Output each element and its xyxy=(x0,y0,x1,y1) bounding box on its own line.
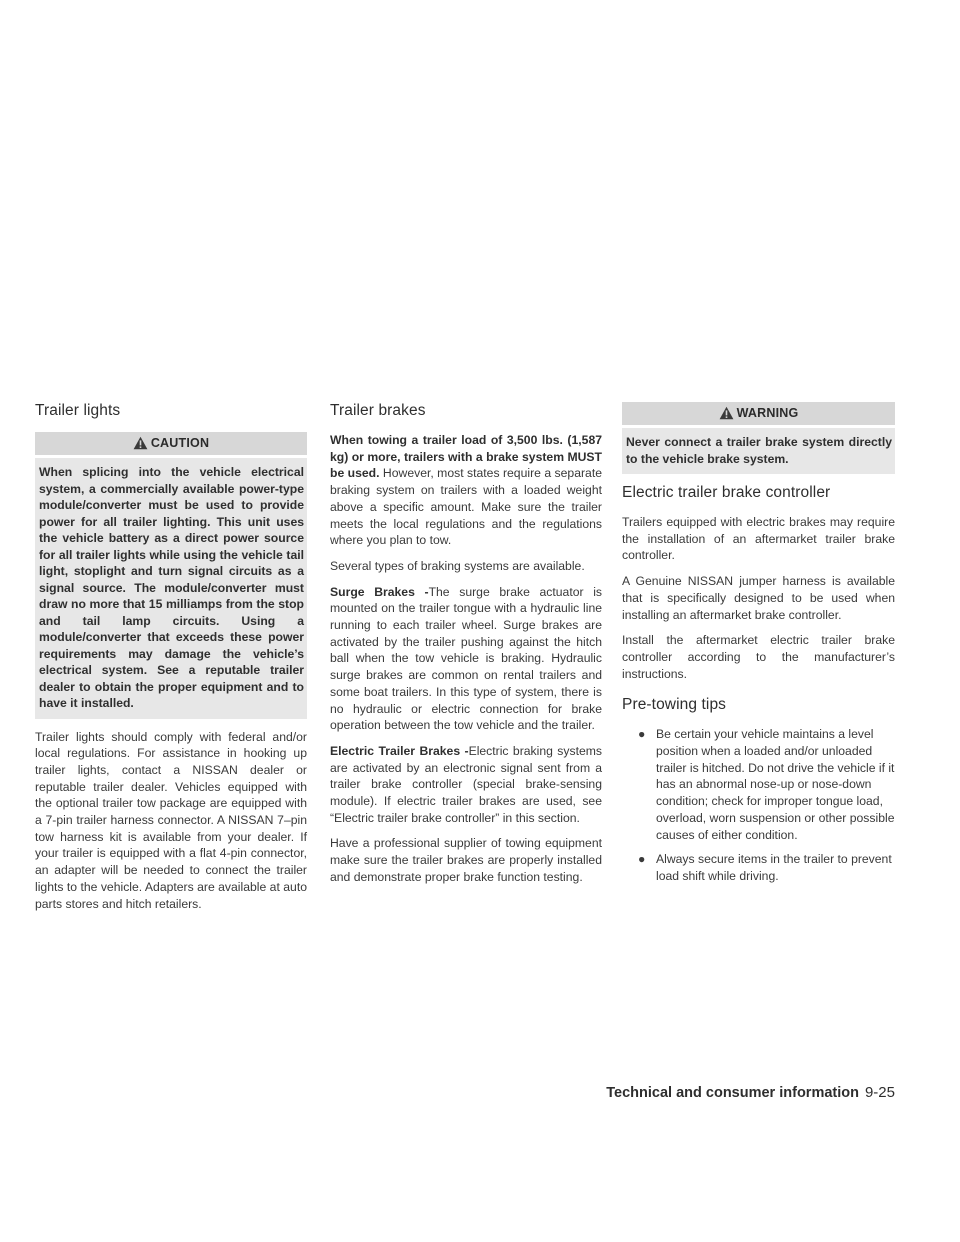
caution-header xyxy=(35,432,307,455)
heading-trailer-brakes: Trailer brakes xyxy=(330,402,426,419)
heading-electric-controller: Electric trailer brake controller xyxy=(622,484,831,501)
warning-triangle-icon xyxy=(133,436,148,450)
page-footer xyxy=(589,1084,895,1101)
brakes-paragraph-2: Several types of braking systems are available. xyxy=(330,558,585,573)
list-item xyxy=(634,726,895,843)
heading-pre-towing-tips: Pre-towing tips xyxy=(622,696,727,714)
controller-paragraph-3: Install the aftermarket electric trailer brake controller according to the manufacturer’s instructions. xyxy=(622,633,895,681)
warning-header xyxy=(622,402,895,425)
bullet-icon: ● xyxy=(638,852,646,867)
surge-brakes-paragraph xyxy=(330,584,602,734)
footer-section-title: Technical and consumer information xyxy=(606,1085,859,1101)
brakes-paragraph-1 xyxy=(330,432,602,549)
tip-text: Always secure items in the trailer to prevent load shift while driving. xyxy=(656,852,892,883)
warning-triangle-icon xyxy=(719,406,734,420)
tips-list xyxy=(622,726,895,884)
list-item xyxy=(634,851,895,884)
heading-trailer-lights: Trailer lights xyxy=(35,402,121,419)
warning-title: WARNING xyxy=(736,406,799,420)
brakes-paragraph-1-text: However, most states require a separate braking system on trailers with a loaded weight above a specific amount. Make sure the trailer meets the local regulations and the regulations where you plan to tow. xyxy=(330,466,602,548)
tip-text: Be certain your vehicle maintains a level position when a loaded and/or unloaded trailer is hitched. Do not drive the vehicle if it has an abnormal nose-up or nose-down condition; check for improper tongue load, overload, worn suspension or other possible causes of either condition. xyxy=(656,727,895,842)
column-trailer-lights xyxy=(35,402,307,921)
surge-brakes-label: Surge Brakes - xyxy=(330,584,429,599)
electric-brakes-paragraph xyxy=(330,743,602,827)
trailer-lights-paragraph: Trailer lights should comply with federal and/or local regulations. For assistance in hooking up trailer lights, contact a NISSAN dealer or reputable trailer dealer. Vehicles equipped with the optional trailer tow package are equipped with a 7-pin trailer harness connector. A NISSAN 7–pin tow harness kit is available from your dealer. If your trailer is equipped with a flat 4-pin connector, an adapter will be needed to connect the trailer lights to the vehicle. Adapters are available at auto parts stores and hitch retailers. xyxy=(35,729,307,911)
electric-brakes-label: Electric Trailer Brakes - xyxy=(330,743,469,758)
caution-box xyxy=(35,432,307,719)
bullet-icon: ● xyxy=(638,727,646,742)
column-controller-tips xyxy=(622,402,895,893)
caution-title: CAUTION xyxy=(150,436,210,450)
brakes-paragraph-5: Have a professional supplier of towing equipment make sure the trailer brakes are properly installed and demonstrate proper brake function testing. xyxy=(330,836,602,884)
electric-brakes-text: Electric braking systems are activated by an electronic signal sent from a trailer brake controller (special brake-sensing module). If electric trailer brakes are used, see “Electric trailer brake controller” in this section. xyxy=(330,743,602,825)
caution-text: When splicing into the vehicle electrical system, a commercially available power-type module/converter must be used to provide power for all trailer lighting. This unit uses the vehicle battery as a direct power source for all trailer lights while using the vehicle tail light, stoplight and turn signal circuits as a signal source. The module/converter must draw no more that 15 milliamps from the stop and tail lamp circuits. Using a module/converter that exceeds these power requirements may damage the vehicle’s electrical system. See a reputable trailer dealer to obtain the proper equipment and to have it installed. xyxy=(35,458,307,719)
page-number: 9-25 xyxy=(864,1084,895,1101)
controller-paragraph-1: Trailers equipped with electric brakes may require the installation of an aftermarket trailer brake controller. xyxy=(622,515,895,563)
brakes-requirement-bold: When towing a trailer load of 3,500 lbs. (1,587 kg) or more, trailers with a brake system MUST be used. xyxy=(330,433,602,481)
surge-brakes-text: The surge brake actuator is mounted on the trailer tongue with a hydraulic line running to each trailer wheel. Surge brakes are activated by the trailer pushing against the hitch ball when the tow vehicle is braking. Hydraulic surge brakes are common on rental trailers and some boat trailers. In this type of system, there is no hydraulic or electric connection for brake operation between the tow vehicle and the trailer. xyxy=(330,584,603,733)
warning-text: Never connect a trailer brake system directly to the vehicle brake system. xyxy=(622,428,895,474)
column-trailer-brakes xyxy=(330,402,602,895)
warning-box xyxy=(622,402,895,474)
controller-paragraph-2: A Genuine NISSAN jumper harness is available that is specifically designed to be used when installing an aftermarket brake controller. xyxy=(622,574,895,622)
